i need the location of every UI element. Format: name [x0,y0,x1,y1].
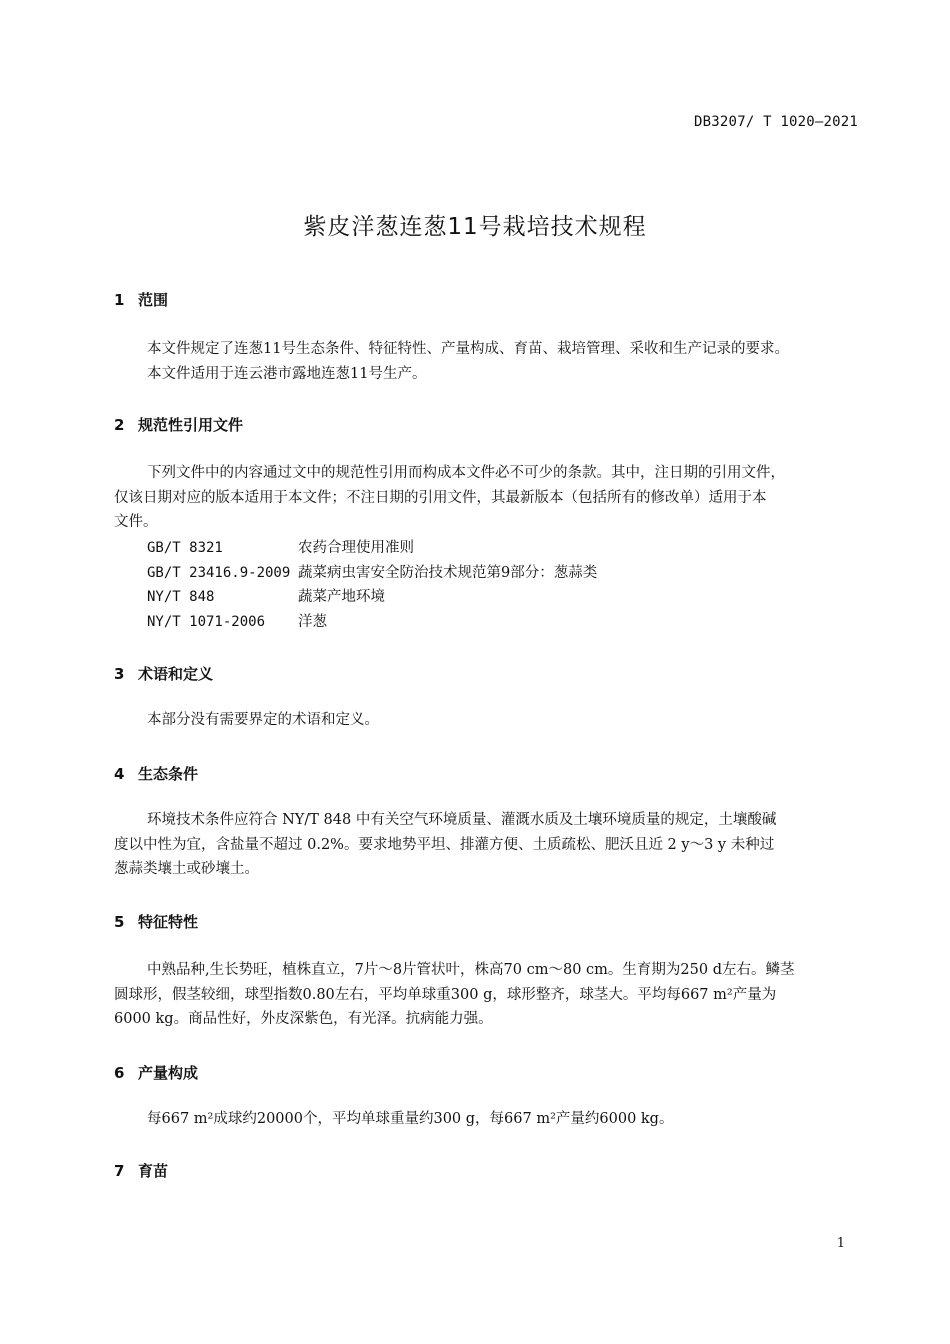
paragraph-line: 仅该日期对应的版本适用于本文件；不注日期的引用文件，其最新版本（包括所有的修改单）适用于本 [114,489,767,506]
section-2-intro [114,461,859,535]
section-5-heading [114,911,198,932]
section-3-heading [114,663,213,684]
section-number: 3 [114,665,125,683]
paragraph-line: 环境技术条件应符合 NY/T 848 中有关空气环境质量、灌溉水质及土壤环境质量的规定，土壤酸碱 [147,812,777,828]
page-number: 1 [836,1236,845,1251]
section-number: 7 [114,1162,125,1180]
reference-code: GB/T 23416.9-2009 [147,564,291,581]
normative-reference-list [147,536,597,634]
section-number: 1 [114,291,125,309]
reference-name: 洋葱 [298,613,327,630]
reference-code: NY/T 1071-2006 [147,613,266,630]
section-number: 4 [114,765,125,783]
paragraph-line: 圆球形，假茎较细，球型指数0.80左右，平均单球重300 g，球形整齐，球茎大。平均每667 m²产量为 [114,986,777,1003]
section-4-body [114,808,859,882]
reference-item [147,585,597,610]
section-1-heading [114,289,168,310]
document-code: DB3207/ T 1020—2021 [694,114,858,130]
paragraph-line: 葱蒜类壤土或砂壤土。 [114,861,259,877]
section-number: 5 [114,913,125,931]
section-number: 6 [114,1064,125,1082]
reference-code: NY/T 848 [147,589,215,605]
document-title: 紫皮洋葱连葱11号栽培技术规程 [303,214,647,240]
paragraph-line: 每667 m²成球约20000个，平均单球重量约300 g，每667 m²产量约6000 kg。 [147,1111,674,1127]
section-title: 范围 [138,291,169,309]
reference-code: GB/T 8321 [147,540,223,556]
paragraph-line: 本部分没有需要界定的术语和定义。 [147,712,379,728]
section-1-body [114,337,859,386]
reference-item [147,610,597,635]
section-title: 产量构成 [138,1064,199,1082]
section-title: 规范性引用文件 [138,416,244,434]
paragraph-line: 文件。 [114,514,158,530]
paragraph-line: 本文件规定了连葱11号生态条件、特征特性、产量构成、育苗、栽培管理、采收和生产记录的要求。 [147,341,789,357]
section-3-body [114,708,859,733]
section-6-heading [114,1062,198,1083]
section-title: 术语和定义 [138,665,214,683]
paragraph-line: 本文件适用于连云港市露地连葱11号生产。 [147,365,427,382]
paragraph-line: 下列文件中的内容通过文中的规范性引用而构成本文件必不可少的条款。其中，注日期的引用文件， [147,465,785,481]
reference-name: 农药合理使用准则 [298,540,414,556]
reference-item [147,561,597,586]
section-2-heading [114,414,243,435]
section-title: 育苗 [138,1162,169,1180]
paragraph-line: 6000 kg。商品性好，外皮深紫色，有光泽。抗病能力强。 [114,1011,493,1027]
paragraph-line: 度以中性为宜，含盐量不超过 0.2%。要求地势平坦、排灌方便、土质疏松、肥沃且近 2 y～3 y 未种过 [114,836,775,853]
reference-name: 蔬菜病虫害安全防治技术规范第9部分：葱蒜类 [298,564,598,581]
section-5-body [114,958,859,1032]
section-7-heading [114,1160,168,1181]
reference-name: 蔬菜产地环境 [298,589,385,605]
section-6-body [114,1107,859,1132]
section-number: 2 [114,416,125,434]
paragraph-line: 中熟品种,生长势旺，植株直立，7片～8片管状叶，株高70 cm～80 cm。生育期为250 d左右。鳞茎 [147,962,795,978]
section-4-heading [114,763,198,784]
section-title: 特征特性 [138,913,199,931]
reference-item [147,536,597,561]
section-title: 生态条件 [138,765,199,783]
